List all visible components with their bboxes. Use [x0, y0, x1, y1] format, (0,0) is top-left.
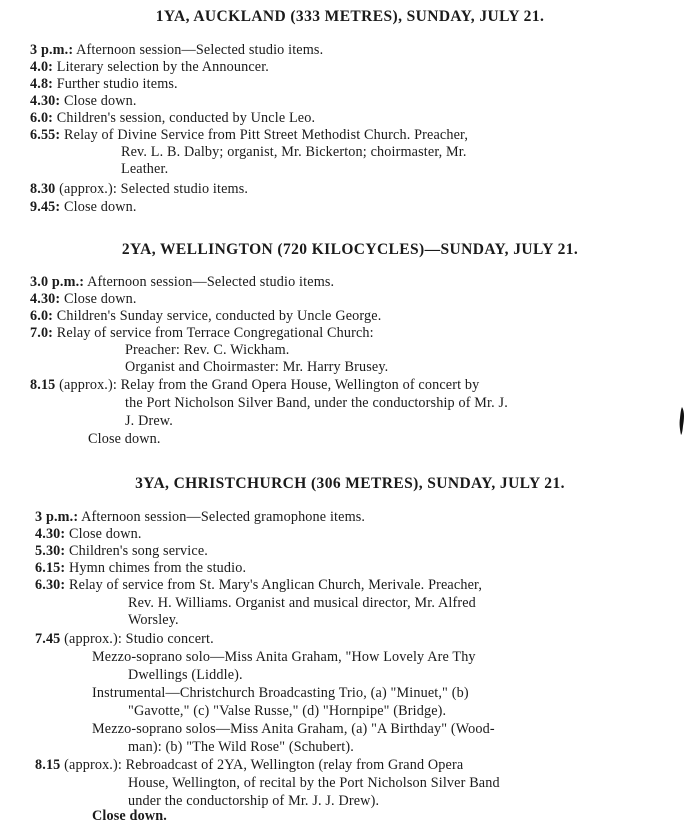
program-text: Mezzo-soprano solo—Miss Anita Graham, "How Lovely Are Thy: [92, 649, 476, 665]
program-line: [92, 808, 167, 825]
program-text: Afternoon session—Selected gramophone items.: [81, 509, 366, 525]
program-time: 8.15: [30, 377, 56, 393]
program-time: 6.0:: [30, 110, 54, 126]
program-time: 4.30:: [35, 526, 66, 542]
program-line: [121, 161, 168, 178]
program-text: Children's session, conducted by Uncle Leo.: [56, 110, 316, 126]
program-line: [30, 199, 137, 216]
program-time: 6.55:: [30, 127, 61, 143]
program-text: Close down.: [88, 431, 161, 447]
program-time: 3 p.m.:: [35, 509, 79, 525]
program-time: 8.30: [30, 181, 56, 197]
program-line: [92, 685, 469, 702]
program-text: Children's Sunday service, conducted by Uncle George.: [56, 308, 382, 324]
program-line: [128, 667, 243, 684]
program-time: 9.45:: [30, 199, 61, 215]
program-line: [30, 59, 269, 76]
program-line: [125, 359, 388, 376]
program-time: 6.30:: [35, 577, 66, 593]
section-heading-1ya: 1YA, AUCKLAND (333 METRES), SUNDAY, JULY 21.: [155, 8, 545, 25]
program-line: [92, 649, 476, 666]
program-text: Afternoon session—Selected studio items.: [76, 42, 324, 58]
program-text: man): (b) "The Wild Rose" (Schubert).: [128, 739, 354, 755]
program-line: [35, 631, 214, 648]
program-text: Organist and Choirmaster: Mr. Harry Brusey.: [125, 359, 389, 375]
program-line: [35, 757, 463, 774]
program-line: [128, 595, 476, 612]
program-line: [92, 721, 495, 738]
program-time: 7.0:: [30, 325, 54, 341]
program-text: Rev. L. B. Dalby; organist, Mr. Bickerton; choirmaster, Mr.: [121, 144, 467, 160]
program-time: 7.45: [35, 631, 61, 647]
program-line: [35, 577, 482, 594]
program-text: Hymn chimes from the studio.: [69, 560, 247, 576]
program-text: (approx.): Studio concert.: [64, 631, 214, 647]
program-line: [128, 703, 446, 720]
program-text: Preacher: Rev. C. Wickham.: [125, 342, 290, 358]
program-time: 4.30:: [30, 93, 61, 109]
program-line: [30, 110, 315, 127]
program-time: 4.0:: [30, 59, 54, 75]
program-line: [30, 291, 137, 308]
program-line: [35, 509, 365, 526]
program-text: "Gavotte," (c) "Valse Russe," (d) "Hornpipe" (Bridge).: [128, 703, 447, 719]
program-time: 8.15: [35, 757, 61, 773]
program-time: 3.0 p.m.:: [30, 274, 85, 290]
program-time: 6.0:: [30, 308, 54, 324]
program-text: Leather.: [121, 161, 169, 177]
program-text: House, Wellington, of recital by the Port Nicholson Silver Band: [128, 775, 500, 791]
program-text: the Port Nicholson Silver Band, under the conductorship of Mr. J.: [125, 395, 508, 411]
program-text: (approx.): Relay from the Grand Opera House, Wellington of concert by: [59, 377, 480, 393]
program-line: [125, 395, 508, 412]
program-text: Mezzo-soprano solos—Miss Anita Graham, (a) "A Birthday" (Wood-: [92, 721, 495, 737]
program-line: [128, 612, 179, 629]
program-text: Close down.: [64, 93, 137, 109]
program-text: Worsley.: [128, 612, 179, 628]
program-text: Rev. H. Williams. Organist and musical director, Mr. Alfred: [128, 595, 476, 611]
program-text: Close down.: [69, 526, 142, 542]
program-text: Dwellings (Liddle).: [128, 667, 243, 683]
program-line: [30, 377, 479, 394]
program-line: [30, 127, 468, 144]
program-line: [121, 144, 467, 161]
program-line: [128, 739, 354, 756]
program-line: [30, 76, 178, 93]
program-time: 4.30:: [30, 291, 61, 307]
ink-blot-icon: [678, 406, 686, 436]
program-text: Relay of Divine Service from Pitt Street Methodist Church. Preacher,: [64, 127, 469, 143]
program-text: Relay of service from Terrace Congregational Church:: [56, 325, 374, 341]
program-time: 3 p.m.:: [30, 42, 74, 58]
program-text: Further studio items.: [56, 76, 178, 92]
program-text: Instrumental—Christchurch Broadcasting Trio, (a) "Minuet," (b): [92, 685, 469, 701]
program-time: 6.15:: [35, 560, 66, 576]
program-text: Children's song service.: [69, 543, 208, 559]
program-line: [30, 181, 248, 198]
program-text: Relay of service from St. Mary's Anglican Church, Merivale. Preacher,: [69, 577, 483, 593]
program-text: Close down.: [64, 291, 137, 307]
program-line: [30, 93, 137, 110]
program-text: Close down.: [92, 808, 167, 824]
program-text: Afternoon session—Selected studio items.: [87, 274, 335, 290]
program-text: (approx.): Selected studio items.: [59, 181, 249, 197]
program-line: [30, 274, 334, 291]
program-line: [35, 560, 246, 577]
program-time: 4.8:: [30, 76, 54, 92]
program-line: [88, 431, 161, 448]
program-line: [125, 342, 289, 359]
program-text: Close down.: [64, 199, 137, 215]
program-line: [30, 308, 381, 325]
program-text: (approx.): Rebroadcast of 2YA, Wellington (relay from Grand Opera: [64, 757, 464, 773]
program-text: Literary selection by the Announcer.: [56, 59, 269, 75]
program-line: [35, 526, 142, 543]
program-line: [35, 543, 208, 560]
section-heading-3ya: 3YA, CHRISTCHURCH (306 METRES), SUNDAY, JULY 21.: [135, 475, 565, 492]
program-time: 5.30:: [35, 543, 66, 559]
program-text: J. Drew.: [125, 413, 173, 429]
program-line: [30, 42, 323, 59]
program-line: [128, 775, 500, 792]
program-text: under the conductorship of Mr. J. J. Drew).: [128, 793, 380, 809]
section-heading-2ya: 2YA, WELLINGTON (720 KILOCYCLES)—SUNDAY, JULY 21.: [121, 241, 579, 258]
program-line: [30, 325, 374, 342]
program-line: [125, 413, 173, 430]
